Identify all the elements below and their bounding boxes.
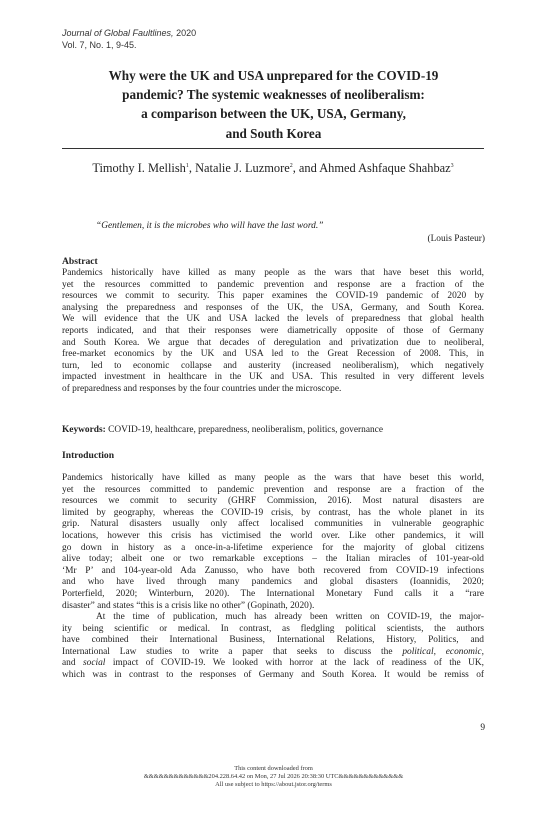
body-line: and who have lived through many pandemics and global disasters (Ioannidis, 2020; bbox=[62, 577, 484, 588]
keywords-label: Keywords: bbox=[62, 425, 106, 435]
epigraph-quote: “Gentlemen, it is the microbes who will have the last word.” bbox=[96, 221, 324, 231]
body-text: impact of COVID-19. We looked with horror at the lack of readiness of the UK, bbox=[112, 658, 484, 669]
journal-header bbox=[62, 27, 196, 51]
body-line: ‘Mr P’ and 104-year-old Ada Zanusso, who have both recovered from COVID-19 infections bbox=[62, 565, 484, 576]
body-line: ity being scientific or medical. In contrast, as fledgling political scientists, the authors bbox=[62, 623, 484, 634]
title-line: Why were the UK and USA unprepared for the COVID-19 bbox=[108, 68, 439, 83]
body-line: yet the resources committed to pandemic prevention and response are a fraction of the bbox=[62, 484, 484, 495]
author-separator: , and bbox=[292, 161, 320, 176]
author-list bbox=[62, 158, 484, 176]
body-line: At the time of publication, much has already been written on COVID-19, the major- bbox=[96, 612, 484, 622]
abstract-line: free-market economics by the UK and USA led to the Great Recession of 2008. This, in bbox=[62, 349, 484, 360]
epigraph-source: (Louis Pasteur) bbox=[427, 234, 485, 244]
author-affiliation-mark: 3 bbox=[450, 163, 454, 169]
body-line: grip. Natural disasters usually only affect localised communities in vulnerable geographic bbox=[62, 519, 484, 530]
body-line: Porterfield, 2020; Winterburn, 2020). The International Monetary Fund calls it a “rare bbox=[62, 588, 484, 599]
body-line: have combined their International Business, International Relations, History, Politics, and bbox=[62, 635, 484, 646]
introduction-paragraph-1 bbox=[62, 473, 484, 612]
body-line: go down in history as a once-in-a-lifetime experience for the majority of global citizens bbox=[62, 542, 484, 553]
body-line: locations, however this crisis has victimised the world over. Like other pandemics, it will bbox=[62, 530, 484, 541]
title-divider bbox=[62, 148, 484, 149]
download-footer bbox=[0, 765, 547, 789]
abstract-heading: Abstract bbox=[62, 256, 98, 267]
body-line: limited by geography, whereas the COVID-19 crisis, by contrast, has the whole planet in its bbox=[62, 507, 484, 518]
introduction-paragraph-2 bbox=[62, 612, 484, 682]
journal-name: Journal of Global Faultlines, bbox=[62, 28, 174, 38]
abstract-line: Pandemics historically have killed as many people as the wars that have beset this world, bbox=[62, 268, 484, 278]
body-line: disaster” and states “this is a crisis like no other” (Gopinath, 2020). bbox=[62, 600, 315, 611]
body-line: alive today; albeit one or two remarkable exceptions – the Italian miracles of 101-year-old bbox=[62, 554, 484, 565]
author-affiliation-mark: 1 bbox=[185, 163, 189, 169]
paper-title bbox=[60, 66, 487, 143]
body-line bbox=[62, 658, 484, 670]
abstract-line: reports indicated, and that their responses were diametrically opposite of those of Germany bbox=[62, 325, 484, 336]
author-affiliation-mark: 2 bbox=[289, 163, 293, 169]
title-line: a comparison between the UK, USA, Germany, bbox=[141, 106, 406, 122]
body-line: Pandemics historically have killed as many people as the wars that have beset this world, bbox=[62, 473, 484, 483]
abstract-line: resources we commit to security. This paper examines the COVID-19 pandemic of 2020 by bbox=[62, 291, 484, 302]
footer-terms-link[interactable]: All use subject to https://about.jstor.org/terms bbox=[215, 781, 332, 788]
footer-line: This content downloaded from bbox=[234, 765, 313, 772]
body-line: which was in contrast to the responses of Germany and South Korea. It would be remiss of bbox=[62, 669, 484, 680]
author-name: Natalie J. Luzmore bbox=[195, 161, 290, 176]
emphasis-text: political, bbox=[402, 646, 436, 657]
keywords-list: COVID-19, healthcare, preparedness, neoliberalism, politics, governance bbox=[105, 425, 383, 435]
body-line: resources we commit to security (GHRF Commission, 2016). Most natural disasters are bbox=[62, 496, 484, 507]
abstract-line: turn, led to economic collapse and austerity (increased neoliberalism), which negatively bbox=[62, 360, 484, 371]
emphasis-text: economic, bbox=[445, 646, 484, 657]
abstract-line: yet the resources committed to pandemic prevention and response are a fraction of the bbox=[62, 279, 484, 290]
abstract-line: of preparedness and responses by the four countries under the microscope. bbox=[62, 383, 342, 394]
title-line: pandemic? The systemic weaknesses of neoliberalism: bbox=[122, 87, 425, 103]
emphasis-text: social bbox=[82, 658, 106, 669]
abstract-line: impacted investment in healthcare in the UK and USA. This resulted in very different levels bbox=[62, 372, 484, 383]
abstract-line: We will evidence that the UK and USA lacked the levels of preparedness that global health bbox=[62, 314, 484, 325]
title-line: and South Korea bbox=[225, 125, 322, 141]
author-name: Timothy I. Mellish bbox=[92, 161, 186, 176]
author-separator: , bbox=[188, 161, 196, 176]
keywords bbox=[62, 424, 383, 436]
introduction-heading: Introduction bbox=[62, 450, 115, 461]
body-text: International Law studies to write a paper that seeks to discuss the bbox=[62, 646, 393, 657]
journal-volume: Vol. 7, No. 1, 9-45. bbox=[62, 40, 137, 50]
abstract-body bbox=[62, 268, 484, 396]
abstract-line: and South Korea. We argue that decades of deregulation and privatization due to neoliberal, bbox=[62, 337, 484, 348]
body-text: and bbox=[62, 658, 76, 669]
footer-line: &&&&&&&&&&&&&204.228.64.42 on Mon, 27 Jul 2026 20:38:30 UTC&&&&&&&&&&&&& bbox=[143, 773, 404, 780]
abstract-line: analysing the preparedness and responses of the UK, the USA, Germany, and South Korea. bbox=[62, 302, 484, 313]
journal-year: 2020 bbox=[173, 28, 197, 38]
page-number: 9 bbox=[480, 723, 485, 733]
author-name: Ahmed Ashfaque Shahbaz bbox=[319, 161, 451, 176]
body-line bbox=[62, 647, 484, 659]
